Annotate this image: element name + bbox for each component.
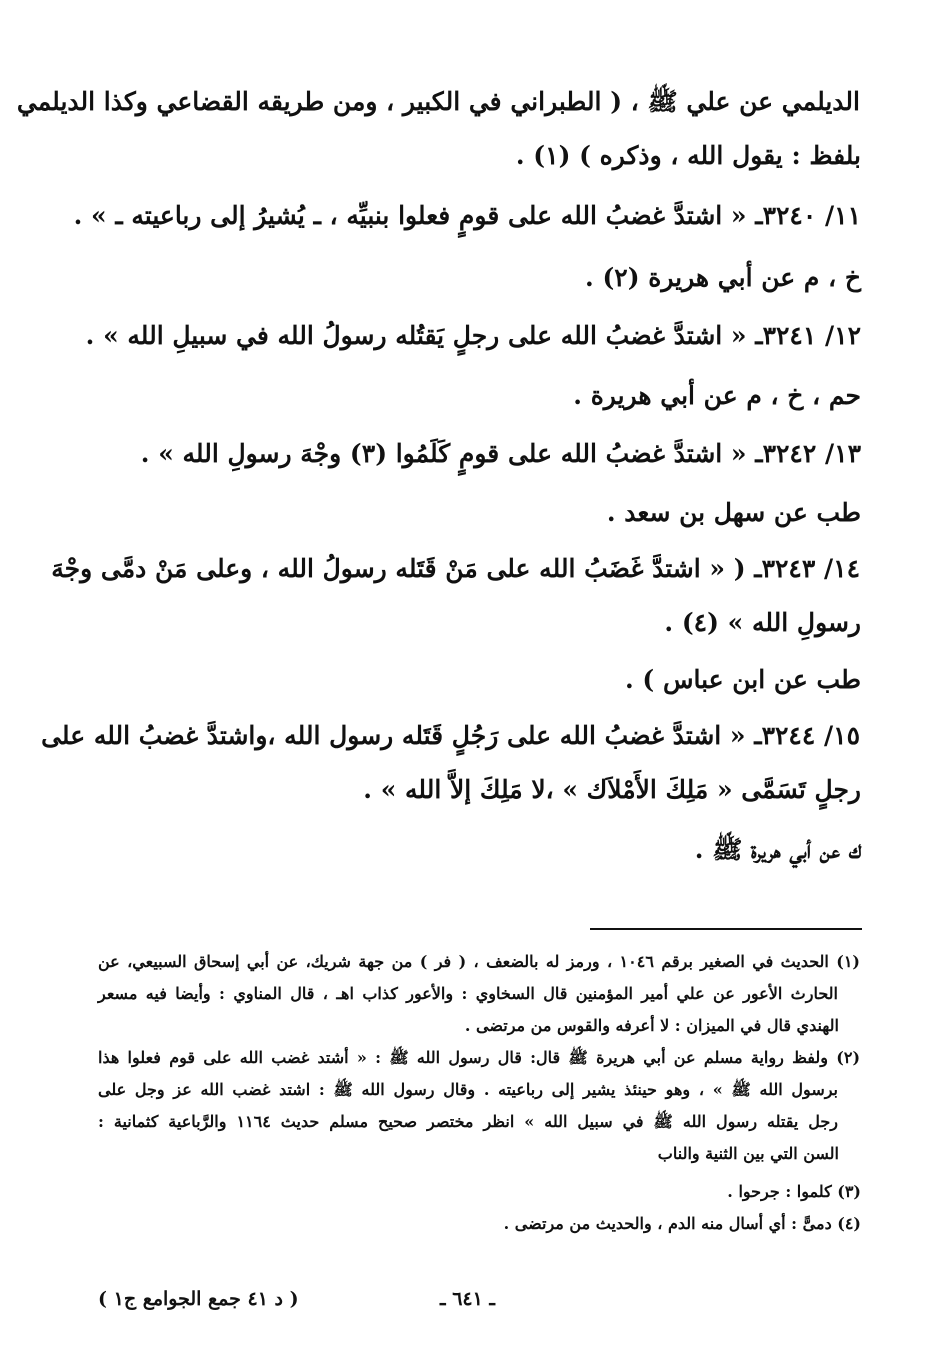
hadith-3240: ١١/ ٣٢٤٠ـ « اشتدَّ غضبُ الله على قومٍ فعلوا بنبيِّه ، ـ يُشيرُ إلى رباعيته ـ » .: [73, 201, 861, 230]
footnote-line: الهندي قال في الميزان : لا أعرفه والقوس من مرتضى .: [464, 1016, 839, 1035]
body-line: بلفظ : يقول الله ، وذكره ) (١) .: [515, 141, 861, 170]
body-line: طب عن سهل بن سعد .: [606, 498, 861, 527]
book-reference: ( د ٤١ جمع الجوامع ج١ ): [98, 1288, 299, 1310]
hadith-3243: ١٤/ ٣٢٤٣ـ ( « اشتدَّ غَضَبُ الله على مَنْ قَتَله رسولُ الله ، وعلى مَنْ دمَّى وجْهَ: [51, 554, 860, 583]
footnote-line: برسول الله ﷺ » ، وهو حينئذ يشير إلى رباعيته . وقال رسول الله ﷺ : اشتد غضب الله عز وجل على: [98, 1080, 839, 1099]
body-line: رسولِ الله » (٤) .: [664, 608, 861, 637]
footnote-line: الحارث الأعور عن علي أمير المؤمنين قال السخاوي : والأعور كذاب اهـ ، قال المناوي : وأيضا فيه مسعر: [98, 984, 838, 1003]
body-line: ك عن أبي هريرة ﷺ .: [694, 835, 861, 864]
page-number: ـ ٦٤١ ـ: [440, 1288, 495, 1310]
footnote-line: رجل يقتله رسول الله ﷺ في سبيل الله » انظر مختصر صحيح مسلم حديث ١١٦٤ والرَّباعية كثمانية :: [98, 1112, 839, 1131]
footnote-line: (٣) كلموا : جرحوا .: [727, 1182, 861, 1201]
hadith-3244: ١٥/ ٣٢٤٤ـ « اشتدَّ غضبُ الله على رَجُلٍ قَتَله رسول الله ،واشتدَّ غضبُ الله على: [41, 721, 860, 750]
footnote-line: (٤) دمىًّ : أي أسال منه الدم ، والحديث من مرتضى .: [503, 1214, 861, 1233]
body-line: الديلمي عن علي ﷺ ، ( الطبراني في الكبير ، ومن طريقه القضاعي وكذا الديلمي: [16, 87, 860, 116]
body-line: خ ، م عن أبي هريرة (٢) .: [585, 263, 861, 292]
body-line: حم ، خ ، م عن أبي هريرة .: [573, 381, 861, 410]
body-line: طب عن ابن عباس ) .: [625, 665, 861, 694]
footnote-line: (٢) ولفظ رواية مسلم عن أبي هريرة ﷺ قال: قال رسول الله ﷺ : « أشتد غضب الله على قوم فعلوا هذا: [98, 1048, 861, 1067]
footnote-line: السن التي بين الثنية والناب: [657, 1144, 839, 1163]
hadith-3241: ١٢/ ٣٢٤١ـ « اشتدَّ غضبُ الله على رجلٍ يَقتُله رسولُ الله في سبيلِ الله » .: [85, 321, 861, 350]
footnote-separator: [590, 928, 862, 930]
hadith-3242: ١٣/ ٣٢٤٢ـ « اشتدَّ غضبُ الله على قومٍ كَلَمُوا (٣) وجْهَ رسولِ الله » .: [140, 439, 861, 468]
footnote-line: (١) الحديث في الصغير برقم ١٠٤٦ ، ورمز له بالضعف ، ( فر ) من جهة شريك، عن أبي إسحاق السبيعي، عن: [98, 952, 860, 971]
body-line: رجلٍ تَسَمَّى « مَلِكَ الأَمْلاَك » ،لا مَلِكَ إلاَّ الله » .: [363, 775, 861, 804]
